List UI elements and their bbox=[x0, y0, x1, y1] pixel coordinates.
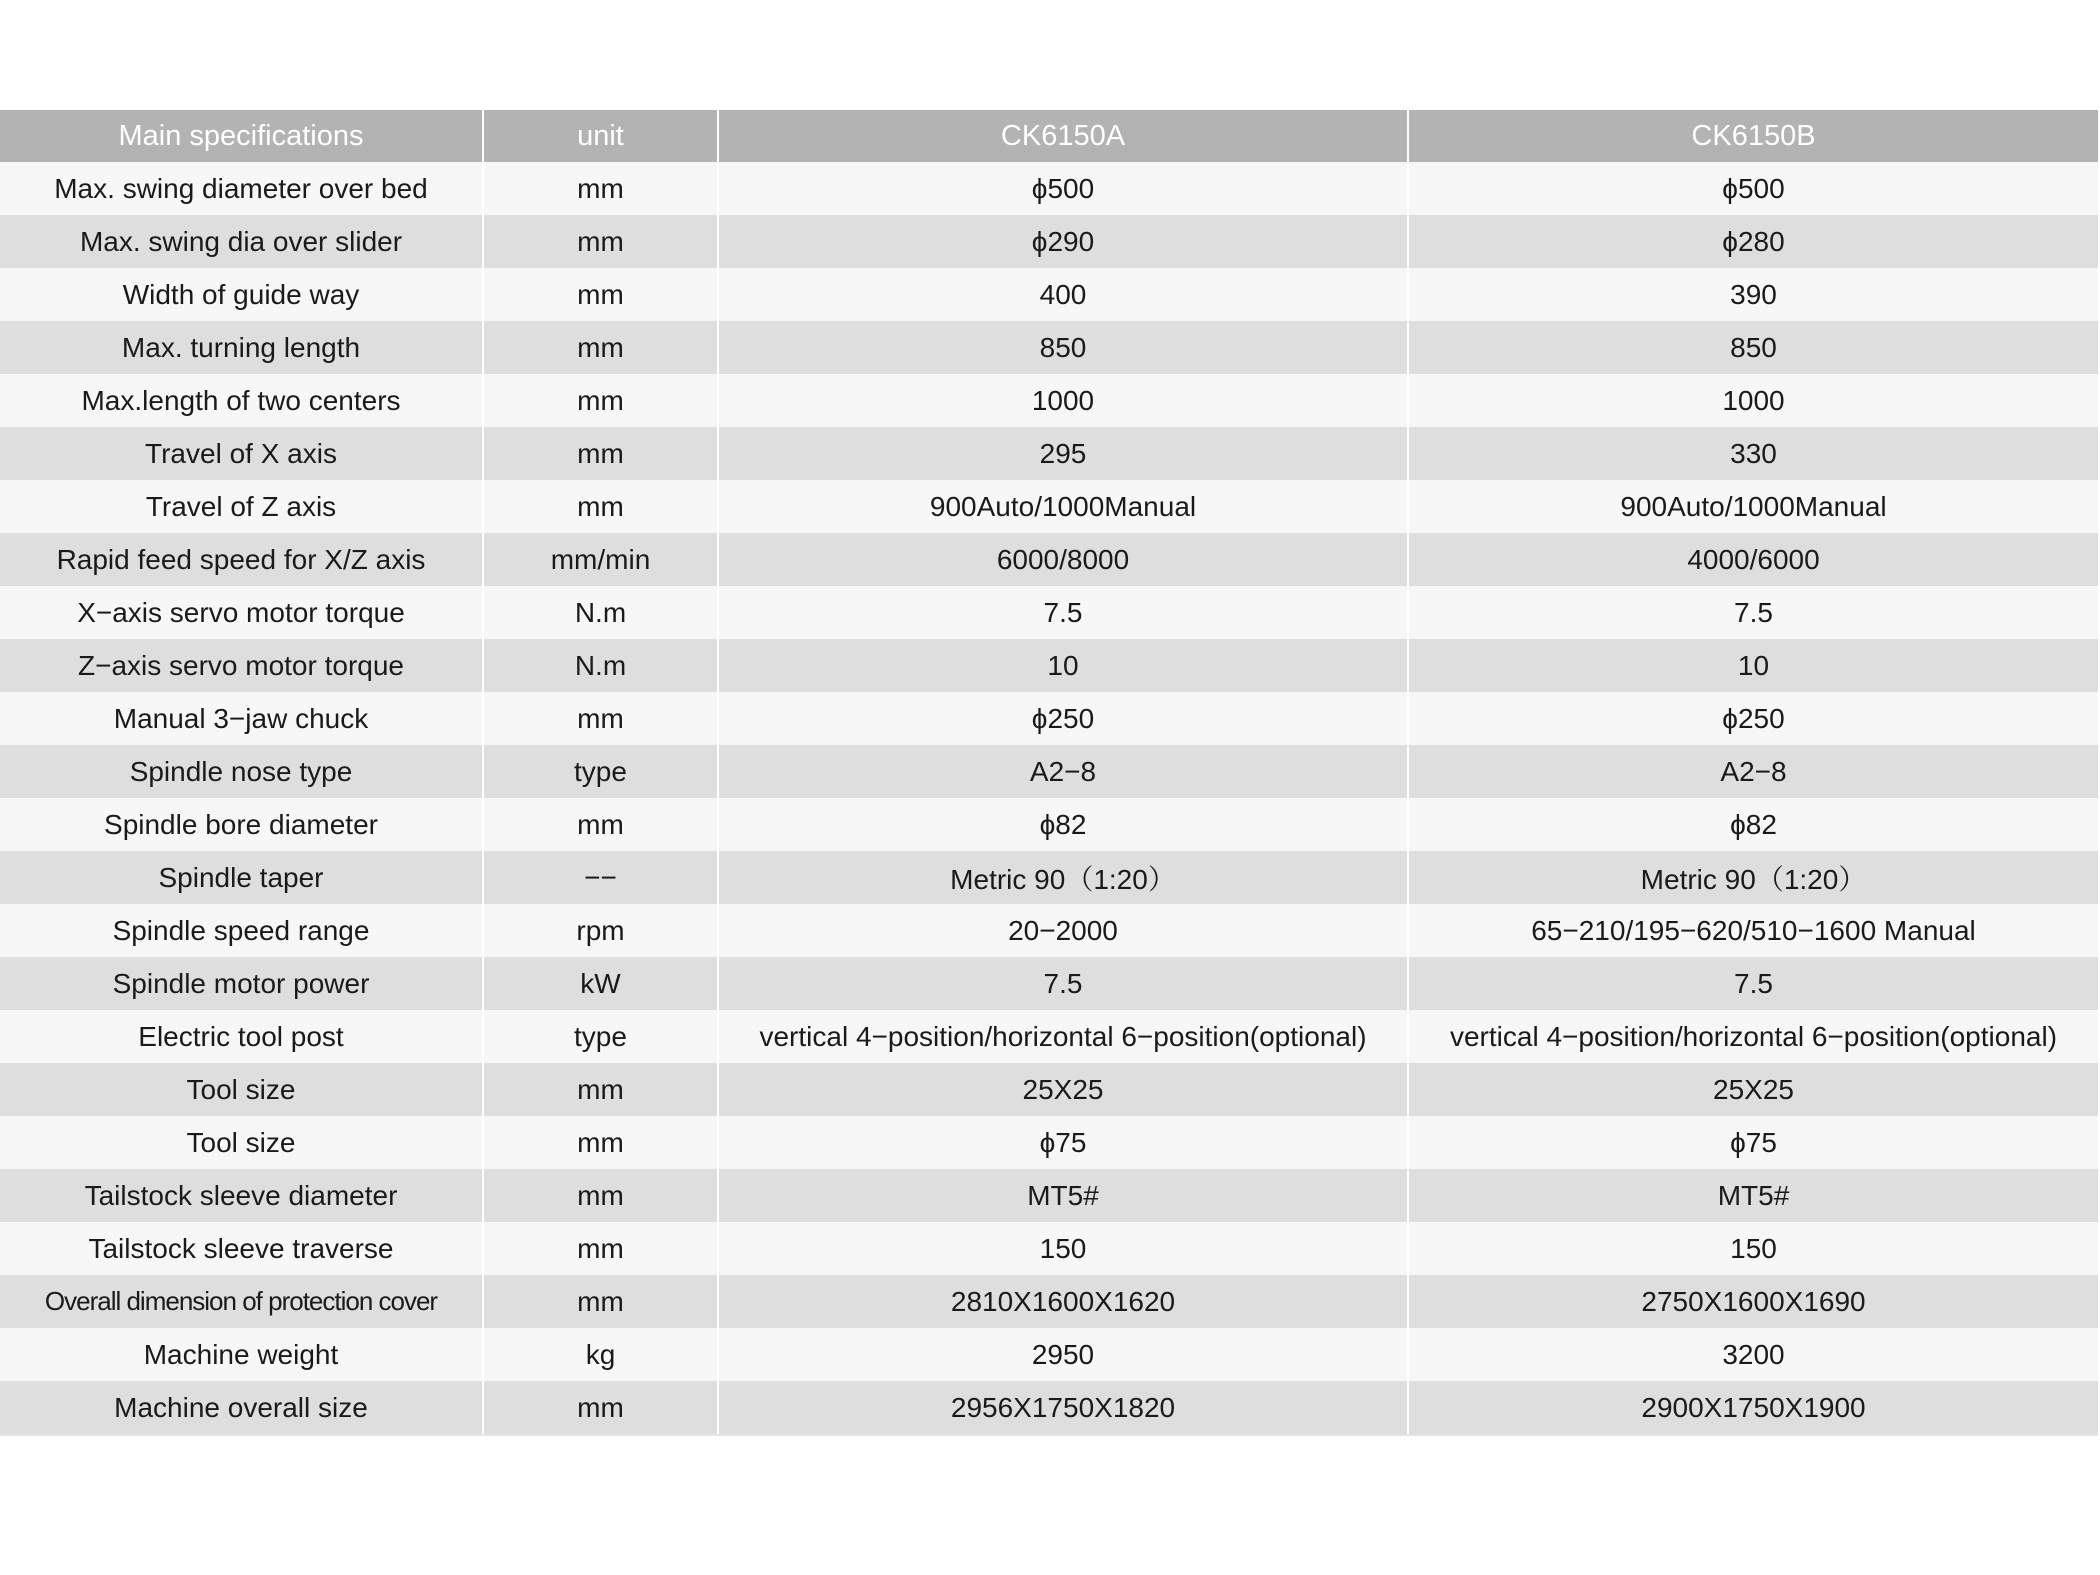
spec-unit: kg bbox=[483, 1328, 718, 1381]
spec-value-a: ϕ82 bbox=[718, 798, 1408, 851]
spec-value-b: 25X25 bbox=[1408, 1063, 2098, 1116]
spec-name: Overall dimension of protection cover bbox=[0, 1275, 483, 1328]
spec-name: Machine overall size bbox=[0, 1381, 483, 1435]
spec-value-a: ϕ250 bbox=[718, 692, 1408, 745]
header-model-a: CK6150A bbox=[718, 110, 1408, 162]
header-main-specifications: Main specifications bbox=[0, 110, 483, 162]
spec-value-a: 150 bbox=[718, 1222, 1408, 1275]
table-row bbox=[0, 321, 2098, 374]
spec-name: Tailstock sleeve diameter bbox=[0, 1169, 483, 1222]
spec-unit: mm bbox=[483, 1381, 718, 1435]
spec-value-a: ϕ75 bbox=[718, 1116, 1408, 1169]
table-row bbox=[0, 1275, 2098, 1328]
spec-value-a: A2−8 bbox=[718, 745, 1408, 798]
table-row bbox=[0, 162, 2098, 215]
table-row bbox=[0, 586, 2098, 639]
spec-unit: N.m bbox=[483, 586, 718, 639]
spec-value-b: 1000 bbox=[1408, 374, 2098, 427]
spec-name: Machine weight bbox=[0, 1328, 483, 1381]
spec-name: Max. swing diameter over bed bbox=[0, 162, 483, 215]
spec-unit: mm bbox=[483, 1116, 718, 1169]
spec-name: X−axis servo motor torque bbox=[0, 586, 483, 639]
spec-name: Spindle bore diameter bbox=[0, 798, 483, 851]
spec-name: Tool size bbox=[0, 1063, 483, 1116]
spec-unit: mm bbox=[483, 162, 718, 215]
spec-value-a: 295 bbox=[718, 427, 1408, 480]
header-model-b: CK6150B bbox=[1408, 110, 2098, 162]
spec-value-b: ϕ250 bbox=[1408, 692, 2098, 745]
spec-value-b: 7.5 bbox=[1408, 957, 2098, 1010]
spec-value-b: 330 bbox=[1408, 427, 2098, 480]
spec-value-b: Metric 90（1:20） bbox=[1408, 851, 2098, 904]
spec-value-b: vertical 4−position/horizontal 6−position(optional) bbox=[1408, 1010, 2098, 1063]
table-row bbox=[0, 215, 2098, 268]
spec-value-a: 2810X1600X1620 bbox=[718, 1275, 1408, 1328]
spec-unit: rpm bbox=[483, 904, 718, 957]
spec-name: Spindle nose type bbox=[0, 745, 483, 798]
table-row bbox=[0, 1381, 2098, 1435]
spec-value-a: 850 bbox=[718, 321, 1408, 374]
spec-unit: type bbox=[483, 1010, 718, 1063]
spec-value-b: ϕ280 bbox=[1408, 215, 2098, 268]
table-row bbox=[0, 268, 2098, 321]
spec-unit: mm bbox=[483, 427, 718, 480]
spec-name: Spindle motor power bbox=[0, 957, 483, 1010]
spec-value-a: 2956X1750X1820 bbox=[718, 1381, 1408, 1435]
spec-unit: mm bbox=[483, 1222, 718, 1275]
spec-unit: mm bbox=[483, 1169, 718, 1222]
table-row bbox=[0, 1010, 2098, 1063]
spec-value-b: 7.5 bbox=[1408, 586, 2098, 639]
spec-name: Tailstock sleeve traverse bbox=[0, 1222, 483, 1275]
spec-value-a: MT5# bbox=[718, 1169, 1408, 1222]
spec-value-a: 400 bbox=[718, 268, 1408, 321]
table-row bbox=[0, 957, 2098, 1010]
table-row bbox=[0, 374, 2098, 427]
spec-value-b: 150 bbox=[1408, 1222, 2098, 1275]
spec-name: Travel of Z axis bbox=[0, 480, 483, 533]
spec-value-a: ϕ290 bbox=[718, 215, 1408, 268]
table-row bbox=[0, 1063, 2098, 1116]
spec-unit: mm bbox=[483, 1275, 718, 1328]
spec-unit: mm bbox=[483, 692, 718, 745]
spec-name: Z−axis servo motor torque bbox=[0, 639, 483, 692]
spec-value-a: 1000 bbox=[718, 374, 1408, 427]
spec-unit: mm bbox=[483, 1063, 718, 1116]
table-row bbox=[0, 1222, 2098, 1275]
spec-name: Width of guide way bbox=[0, 268, 483, 321]
spec-name: Spindle taper bbox=[0, 851, 483, 904]
specifications-table bbox=[0, 110, 2098, 1436]
header-row bbox=[0, 110, 2098, 162]
table-row bbox=[0, 692, 2098, 745]
spec-unit: mm bbox=[483, 798, 718, 851]
table-row bbox=[0, 1169, 2098, 1222]
table-row bbox=[0, 1328, 2098, 1381]
spec-name: Max. swing dia over slider bbox=[0, 215, 483, 268]
header-unit: unit bbox=[483, 110, 718, 162]
spec-value-b: MT5# bbox=[1408, 1169, 2098, 1222]
spec-value-a: ϕ500 bbox=[718, 162, 1408, 215]
table-row bbox=[0, 1116, 2098, 1169]
spec-name: Electric tool post bbox=[0, 1010, 483, 1063]
spec-unit: mm/min bbox=[483, 533, 718, 586]
spec-value-a: vertical 4−position/horizontal 6−position(optional) bbox=[718, 1010, 1408, 1063]
spec-name: Manual 3−jaw chuck bbox=[0, 692, 483, 745]
spec-name: Tool size bbox=[0, 1116, 483, 1169]
spec-value-a: 10 bbox=[718, 639, 1408, 692]
spec-name: Spindle speed range bbox=[0, 904, 483, 957]
spec-value-b: 2750X1600X1690 bbox=[1408, 1275, 2098, 1328]
spec-value-b: A2−8 bbox=[1408, 745, 2098, 798]
spec-value-a: 2950 bbox=[718, 1328, 1408, 1381]
spec-unit: kW bbox=[483, 957, 718, 1010]
spec-name: Max. turning length bbox=[0, 321, 483, 374]
spec-value-a: 7.5 bbox=[718, 957, 1408, 1010]
table-row bbox=[0, 427, 2098, 480]
spec-value-b: 850 bbox=[1408, 321, 2098, 374]
spec-value-a: 20−2000 bbox=[718, 904, 1408, 957]
table-row bbox=[0, 798, 2098, 851]
spec-value-b: 4000/6000 bbox=[1408, 533, 2098, 586]
spec-name: Max.length of two centers bbox=[0, 374, 483, 427]
spec-unit: N.m bbox=[483, 639, 718, 692]
table-row bbox=[0, 533, 2098, 586]
spec-unit: type bbox=[483, 745, 718, 798]
spec-value-b: ϕ500 bbox=[1408, 162, 2098, 215]
spec-value-b: 2900X1750X1900 bbox=[1408, 1381, 2098, 1435]
spec-name: Rapid feed speed for X/Z axis bbox=[0, 533, 483, 586]
spec-name: Travel of X axis bbox=[0, 427, 483, 480]
spec-unit: −− bbox=[483, 851, 718, 904]
spec-value-a: 7.5 bbox=[718, 586, 1408, 639]
spec-unit: mm bbox=[483, 321, 718, 374]
spec-value-b: ϕ75 bbox=[1408, 1116, 2098, 1169]
spec-value-a: 6000/8000 bbox=[718, 533, 1408, 586]
table-row bbox=[0, 480, 2098, 533]
spec-unit: mm bbox=[483, 268, 718, 321]
spec-value-b: 900Auto/1000Manual bbox=[1408, 480, 2098, 533]
spec-value-b: 3200 bbox=[1408, 1328, 2098, 1381]
spec-value-b: ϕ82 bbox=[1408, 798, 2098, 851]
table-row bbox=[0, 904, 2098, 957]
spec-value-b: 10 bbox=[1408, 639, 2098, 692]
table-row bbox=[0, 745, 2098, 798]
spec-value-a: Metric 90（1:20） bbox=[718, 851, 1408, 904]
table-row bbox=[0, 851, 2098, 904]
spec-value-b: 65−210/195−620/510−1600 Manual bbox=[1408, 904, 2098, 957]
spec-unit: mm bbox=[483, 480, 718, 533]
spec-value-a: 900Auto/1000Manual bbox=[718, 480, 1408, 533]
spec-unit: mm bbox=[483, 374, 718, 427]
spec-unit: mm bbox=[483, 215, 718, 268]
spec-value-a: 25X25 bbox=[718, 1063, 1408, 1116]
table-row bbox=[0, 639, 2098, 692]
spec-value-b: 390 bbox=[1408, 268, 2098, 321]
